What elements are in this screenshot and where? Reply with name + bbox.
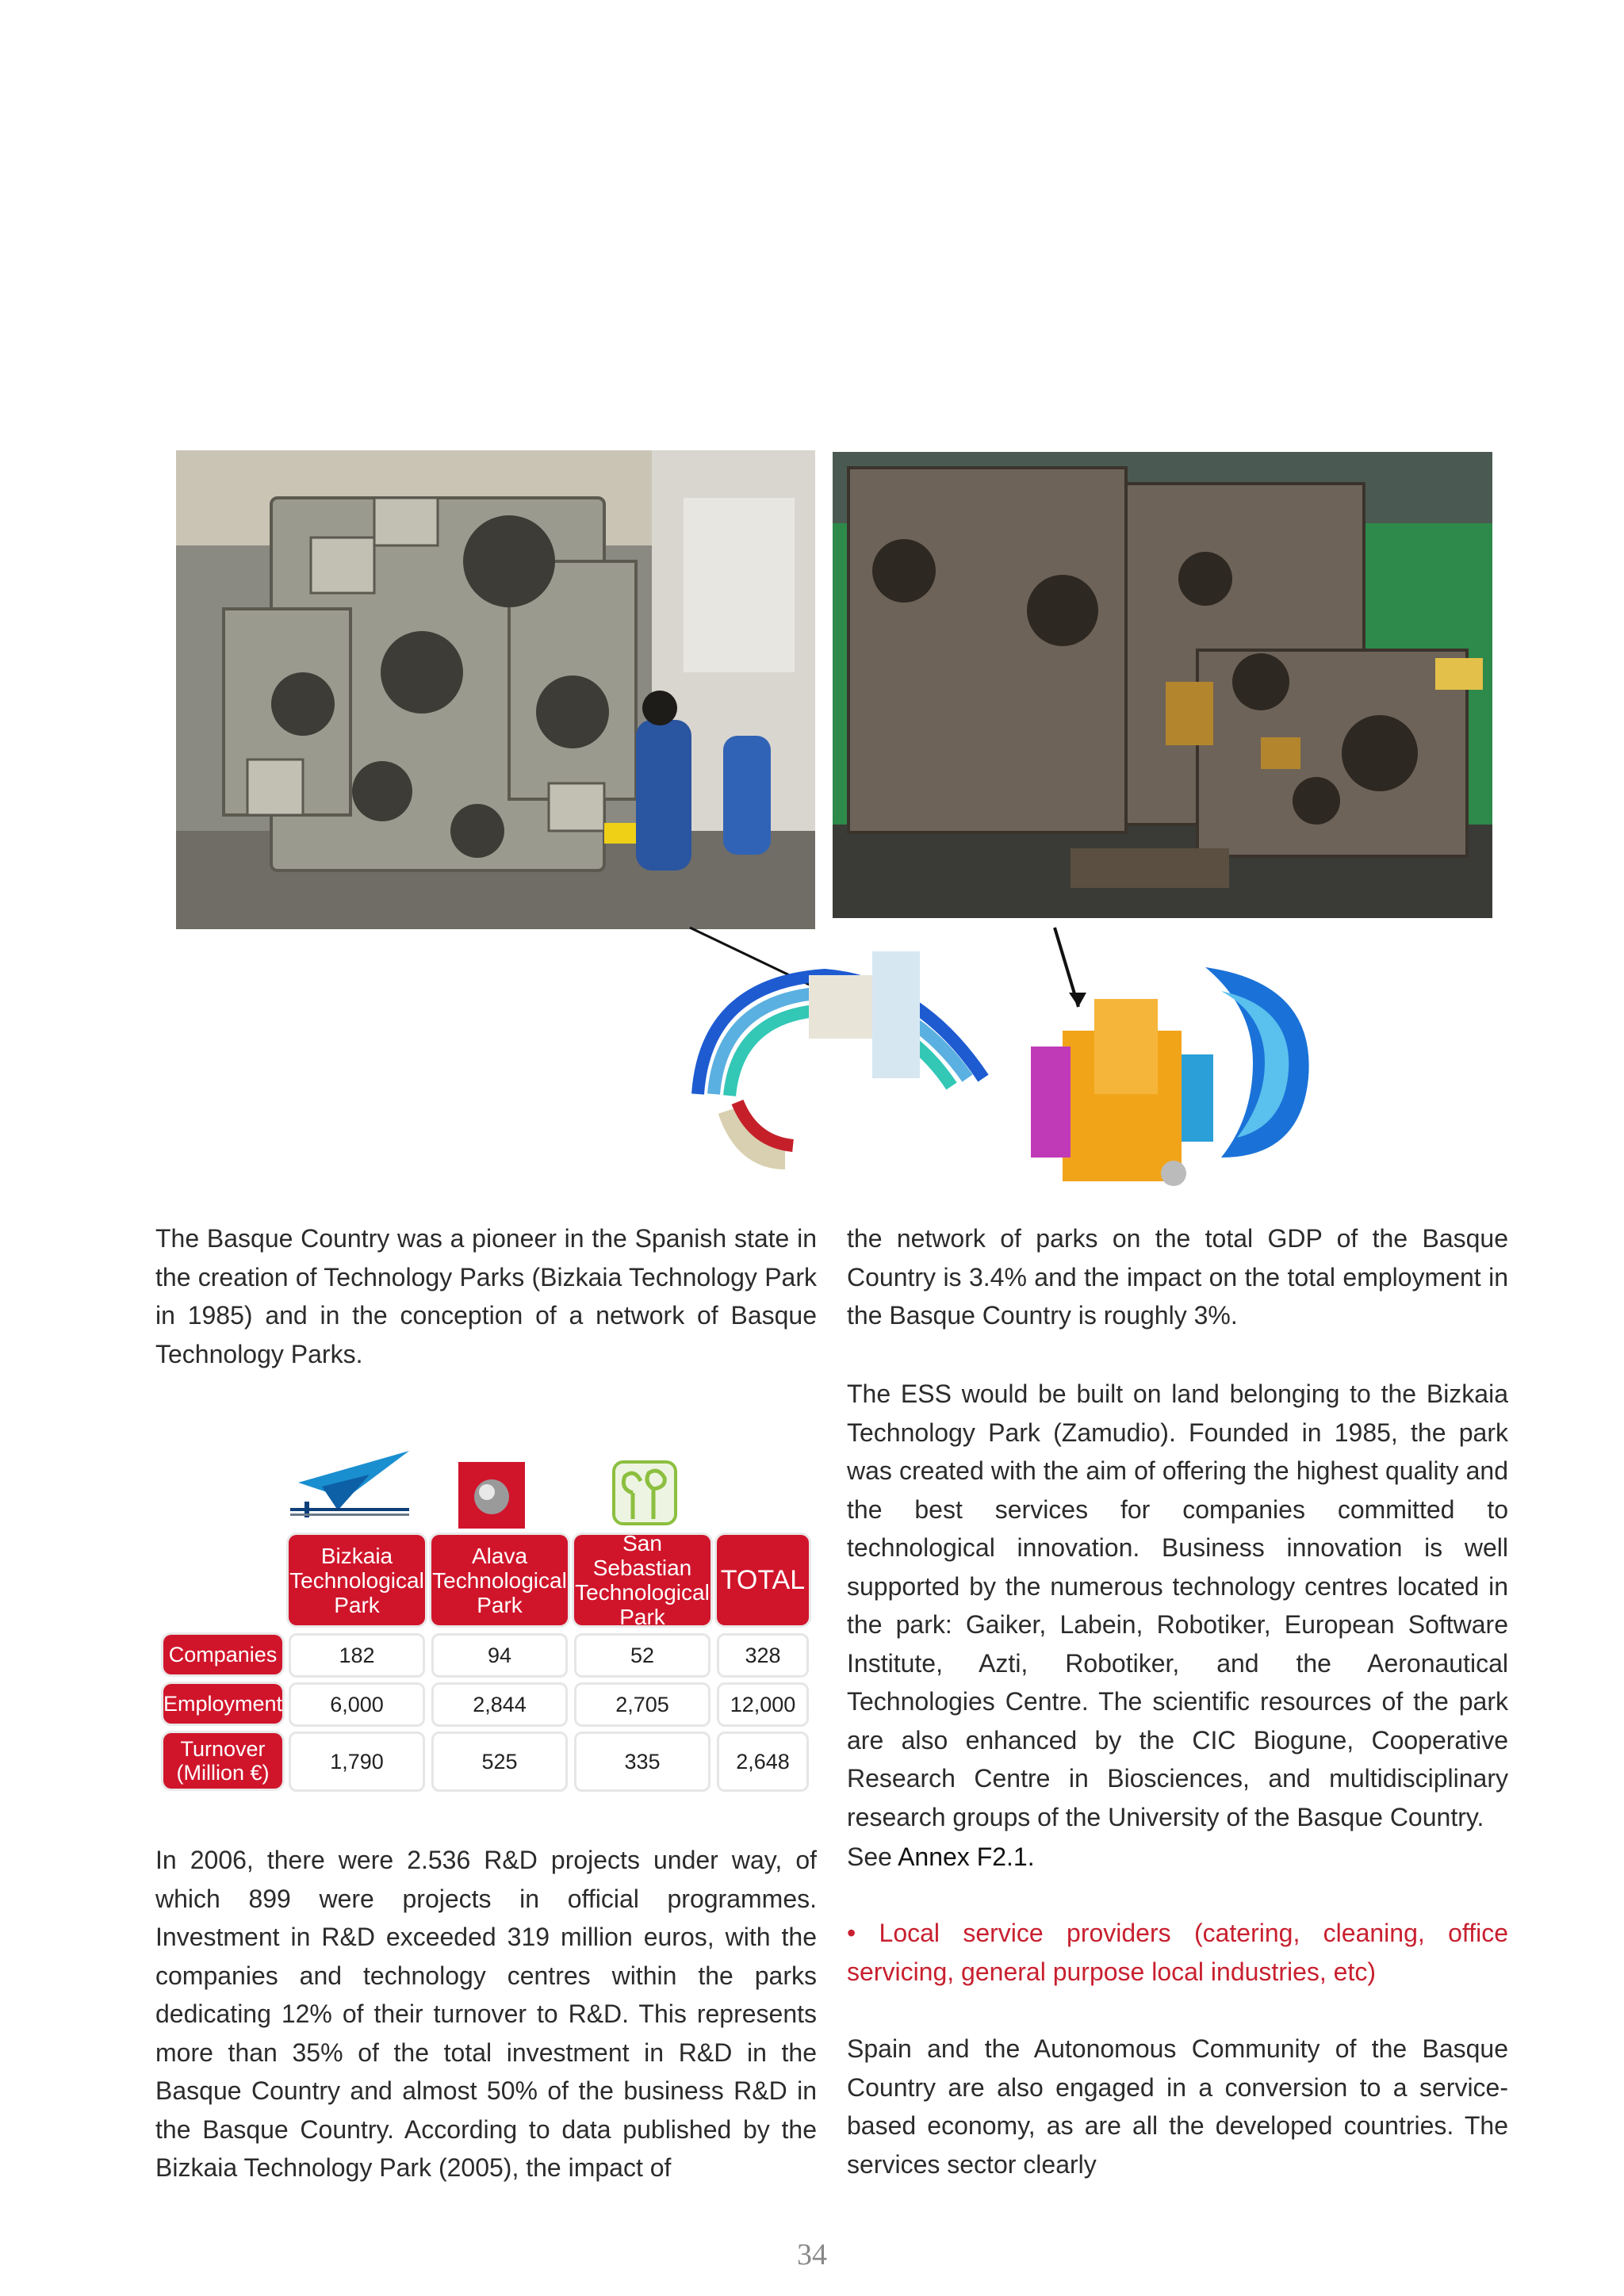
header-alava-park: Alava Technological Park xyxy=(431,1535,568,1625)
header-san-sebastian-park: San Sebastian Technological Park xyxy=(575,1531,710,1629)
cell-turnover-alava: 525 xyxy=(431,1732,568,1792)
rd-paragraph xyxy=(155,1841,817,2187)
service-economy-paragraph xyxy=(847,2030,1508,2183)
parks-impact-paragraph xyxy=(847,1219,1508,1335)
cell-employment-alava: 2,844 xyxy=(431,1682,568,1727)
annex-reference xyxy=(847,1838,1508,1877)
toroidal-device-diagram xyxy=(682,920,1316,1193)
cell-companies-total: 328 xyxy=(717,1633,809,1678)
cell-employment-total: 12,000 xyxy=(717,1682,809,1727)
cell-turnover-bizkaia: 1,790 xyxy=(289,1732,425,1792)
photo-vessel-workshop xyxy=(833,452,1492,918)
rd-text: In 2006, there were 2.536 R&D projects under way, of which 899 were projects in official programmes. Investment in R&D exceeded 319 million euros, with the companies and technology centres within the parks dedicating 12% of their turnover to R&D. This represents more than 35% of the total investment in R&D in the Basque Country and almost 50% of the business R&D in the Basque Country. According to data published by the Bizkaia Technology Park (2005), the impact of xyxy=(155,1846,817,2182)
page-number: 34 xyxy=(797,2238,827,2271)
row-label-employment: Employment xyxy=(163,1684,282,1724)
annex-link[interactable]: Annex F2.1. xyxy=(898,1843,1035,1871)
ess-site-paragraph xyxy=(847,1375,1508,1836)
annex-prefix: See xyxy=(847,1843,898,1871)
photo-vessel-assembly xyxy=(176,450,815,929)
cell-employment-bizkaia: 6,000 xyxy=(289,1682,425,1727)
technology-parks-table xyxy=(163,1451,814,1792)
intro-paragraph xyxy=(155,1219,817,1373)
cell-employment-san-sebastian: 2,705 xyxy=(574,1682,710,1727)
cell-companies-alava: 94 xyxy=(431,1633,568,1678)
header-total: TOTAL xyxy=(717,1535,809,1625)
ess-site-text: The ESS would be built on land belonging to the Bizkaia Technology Park (Zamudio). Founded in 1985, the park was created with the aim of offering the highest quality and the best services for companies committed to technological innovation. Business innovation is well supported by the numerous technology centres located in the park: Gaiker, Labein, Robotiker, European Software Institute, Azti, Robotiker, and the Aeronautical Technologies Centre. The scientific resources of the park are also enhanced by the CIC Biogune, Cooperative Research Centre in Biosciences, and multidisciplinary research groups of the University of the Basque Country. xyxy=(847,1380,1508,1831)
intro-text: The Basque Country was a pioneer in the Spanish state in the creation of Technology Parks (Bizkaia Technology Park in 1985) and in the conception of a network of Basque Technology Parks. xyxy=(155,1224,817,1368)
san-sebastian-park-logo xyxy=(609,1457,680,1529)
cell-turnover-total: 2,648 xyxy=(717,1732,809,1792)
bullet-text: • Local service providers (catering, cleaning, office servicing, general purpose local industries, etc) xyxy=(847,1919,1508,1986)
service-economy-text: Spain and the Autonomous Community of the Basque Country are also engaged in a conversion to a service-based economy, as are all the developed countries. The services sector clearly xyxy=(847,2034,1508,2179)
cell-turnover-san-sebastian: 335 xyxy=(574,1732,710,1792)
row-label-turnover: Turnover (Million €) xyxy=(163,1733,282,1789)
cell-companies-san-sebastian: 52 xyxy=(574,1633,710,1678)
parks-impact-text: the network of parks on the total GDP of the Basque Country is 3.4% and the impact on the total employment in the Basque Country is roughly 3%. xyxy=(847,1224,1508,1330)
row-label-companies: Companies xyxy=(163,1635,282,1674)
alava-park-logo xyxy=(458,1462,525,1529)
local-service-providers-bullet xyxy=(847,1914,1508,1991)
bizkaia-park-logo xyxy=(290,1451,417,1519)
cell-companies-bizkaia: 182 xyxy=(289,1633,425,1678)
header-bizkaia-park: Bizkaia Technological Park xyxy=(289,1535,425,1625)
